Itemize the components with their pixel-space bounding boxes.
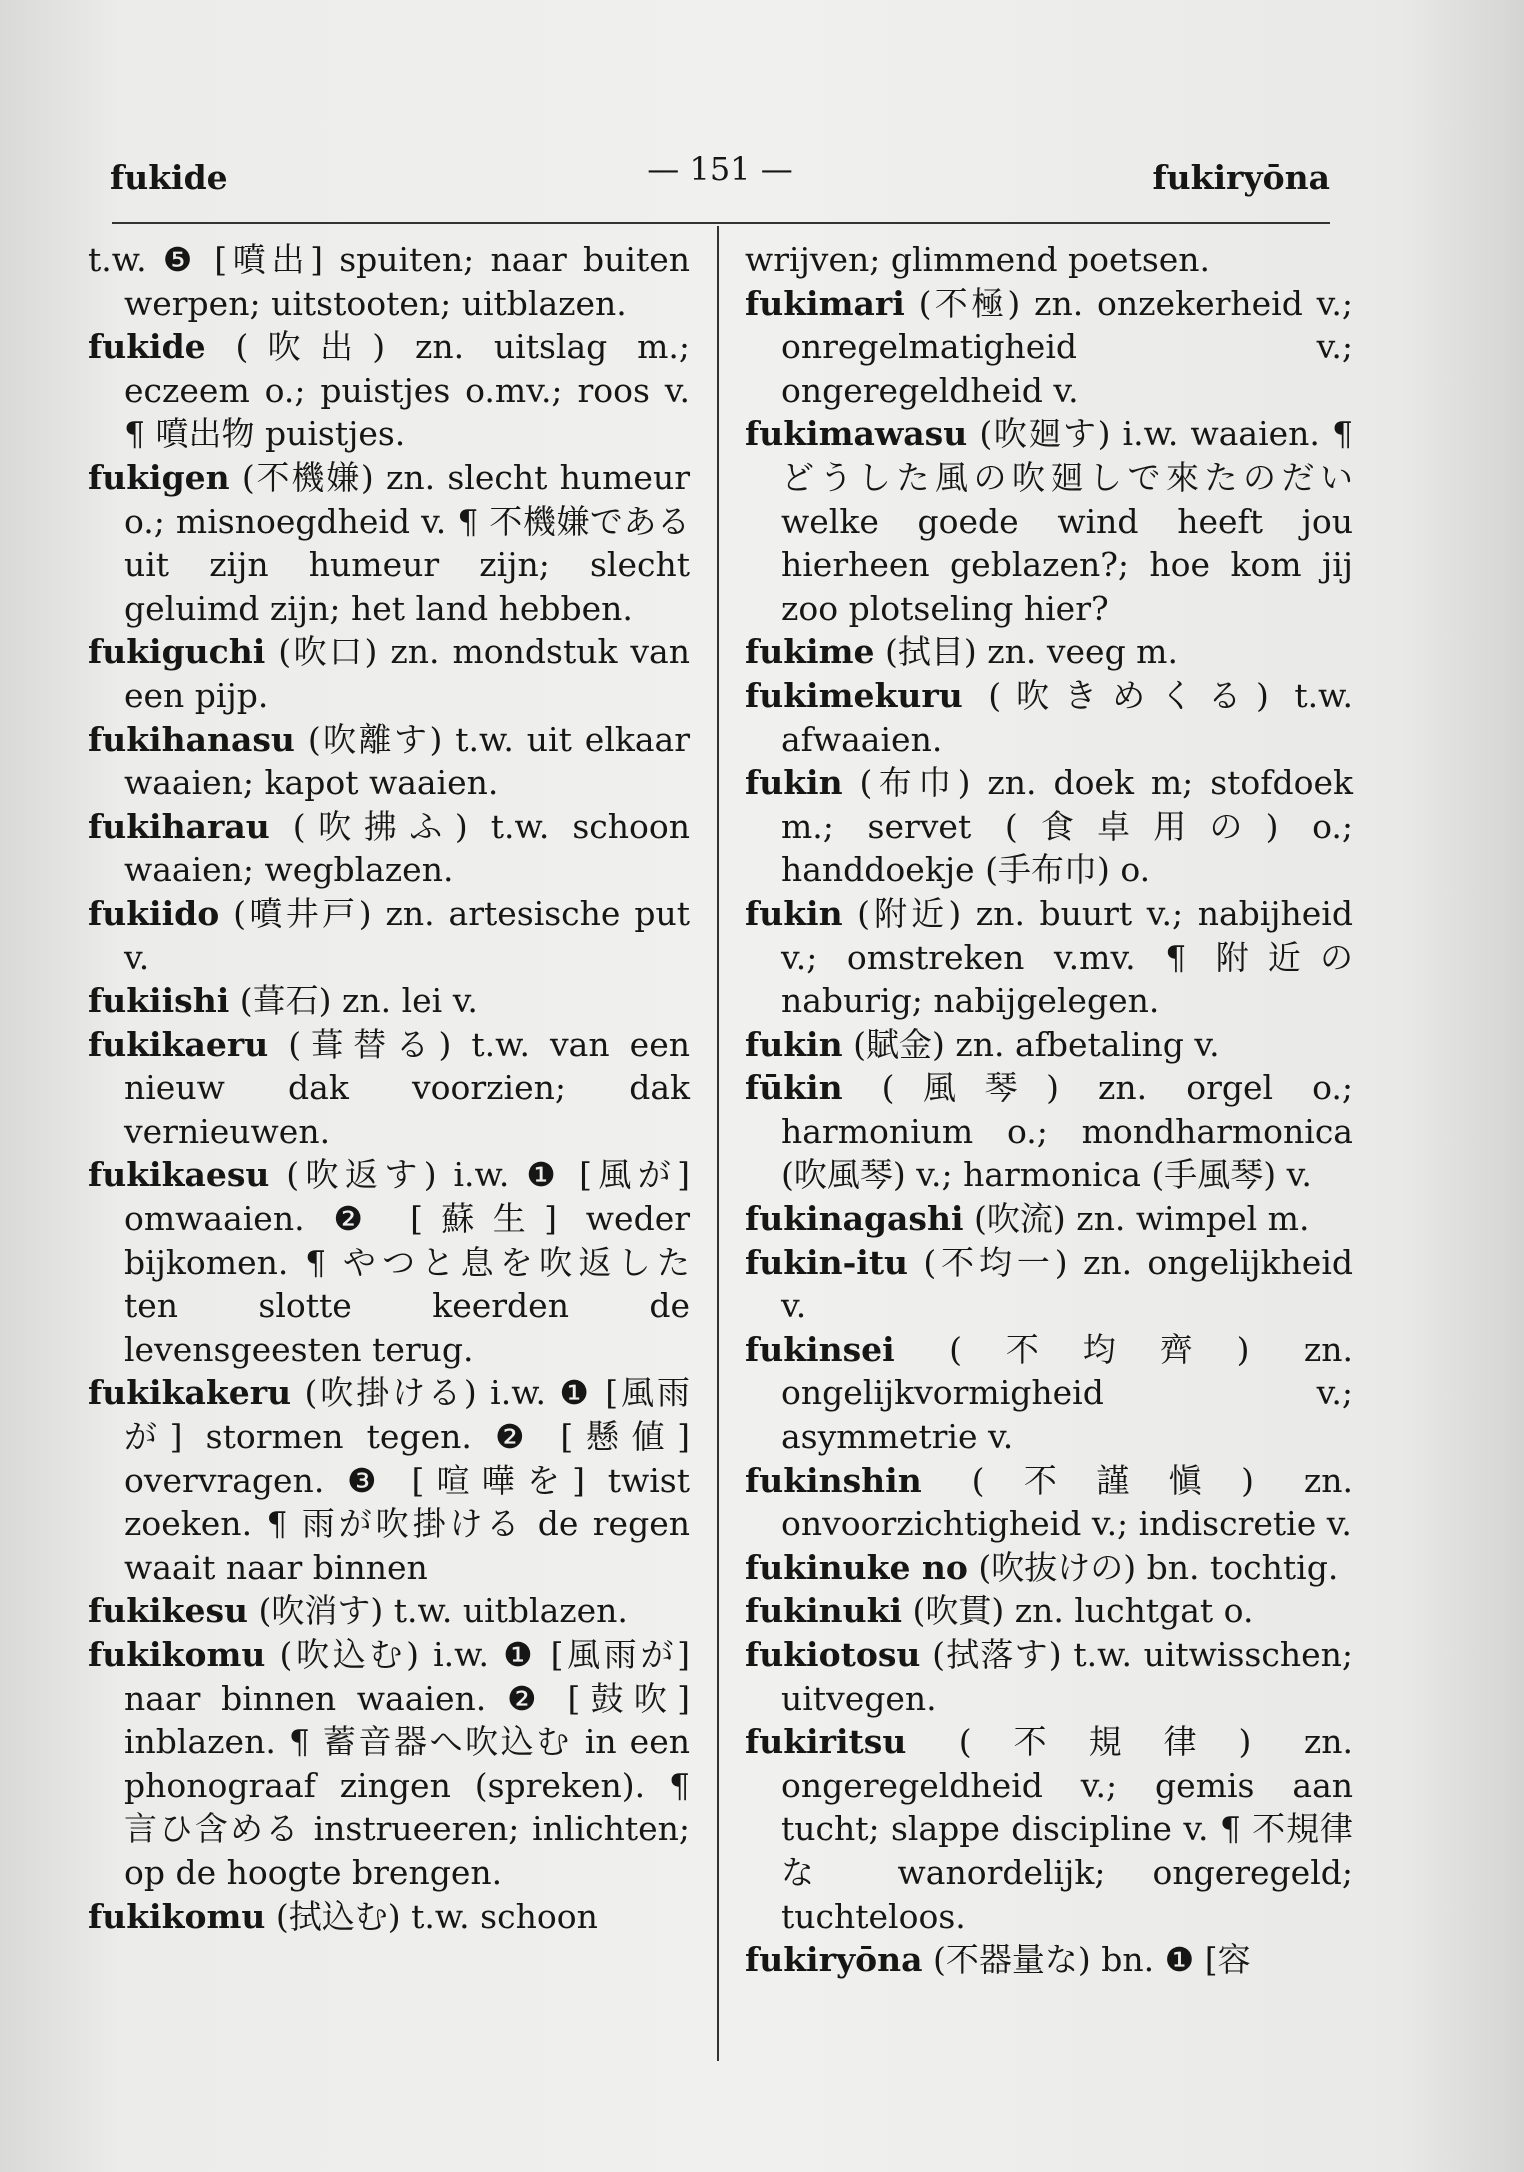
headword: fukinagashi — [745, 1199, 964, 1239]
dictionary-entry — [88, 805, 690, 892]
dictionary-entry — [745, 1066, 1353, 1197]
headword: fukiryōna — [745, 1940, 923, 1980]
left-column — [88, 238, 690, 1938]
headword: fukin-itu — [745, 1242, 909, 1282]
headword: fukinuki — [745, 1591, 902, 1631]
dictionary-entry — [745, 1938, 1353, 1982]
entry-definition: (吹廻す) i.w. waaien. ¶ どうした風の吹廻しで來たのだい welke goede wind heeft jou hierheen geblazen?; hoe kom jij zoo plotseling hier? — [781, 414, 1353, 628]
headword: fukikesu — [88, 1591, 249, 1631]
entry-definition: (吹掛ける) i.w. ❶ [風雨が] stormen tegen. ❷ [懸値] overvragen. ❸ [喧嘩を] twist zoeken. ¶ 雨が吹掛ける de regen waait naar binnen — [124, 1373, 690, 1587]
headword: fukikomu — [88, 1635, 266, 1674]
entry-definition: (吹消す) t.w. uitblazen. — [248, 1591, 628, 1631]
dictionary-entry — [745, 630, 1353, 674]
entry-definition: (不規律) zn. ongeregeldheid v.; gemis aan tucht; slappe discipline v. ¶ 不規律な wanordelijk; ongeregeld; tuchteloos. — [781, 1722, 1353, 1936]
dictionary-entry — [88, 456, 690, 630]
entry-definition: (不器量な) bn. ❶ [容 — [922, 1940, 1251, 1980]
entry-definition: (吹流) zn. wimpel m. — [963, 1199, 1310, 1239]
entry-definition: (不謹愼) zn. onvoorzichtigheid v.; indiscretie v. — [781, 1460, 1353, 1544]
dictionary-entry — [745, 674, 1353, 761]
dictionary-entry — [745, 1197, 1353, 1241]
dictionary-entry — [88, 1589, 690, 1633]
dictionary-entry — [745, 1459, 1353, 1546]
dictionary-entry — [88, 1895, 690, 1939]
column-divider — [717, 226, 719, 2061]
dictionary-entry — [745, 282, 1353, 413]
headword: fukimekuru — [745, 675, 963, 715]
entry-definition: (葺石) zn. lei v. — [229, 981, 478, 1021]
entry-definition: (不均一) zn. ongelijkheid v. — [781, 1242, 1353, 1326]
headword: fukiguchi — [88, 632, 266, 672]
headword: fūkin — [745, 1068, 843, 1108]
headword: fukimawasu — [745, 414, 968, 454]
entry-definition: (吹出) zn. uitslag m.; eczeem o.; puistjes o.mv.; roos v. ¶ 噴出物 puistjes. — [124, 327, 690, 454]
entry-definition: (附近) zn. buurt v.; nabijheid v.; omstreken v.mv. ¶ 附近の naburig; nabijgelegen. — [781, 893, 1353, 1021]
dictionary-entry — [745, 238, 1353, 282]
entry-definition: (拭目) zn. veeg m. — [874, 632, 1178, 672]
entry-definition: wrijven; glimmend poetsen. — [745, 240, 1211, 279]
headword: fukiritsu — [745, 1722, 907, 1762]
headword: fukin — [745, 893, 843, 933]
entry-definition: (賦金) zn. afbetaling v. — [842, 1024, 1220, 1064]
headword: fukin — [745, 763, 843, 803]
dictionary-entry — [745, 1328, 1353, 1459]
dictionary-entry — [745, 1720, 1353, 1938]
dictionary-entry — [745, 1633, 1353, 1720]
dictionary-entry — [745, 412, 1353, 630]
entry-definition: (葺替る) t.w. van een nieuw dak voorzien; dak vernieuwen. — [124, 1024, 690, 1151]
entry-definition: (吹口) zn. mondstuk van een pijp. — [124, 632, 690, 715]
headword: fukigen — [88, 457, 230, 497]
dictionary-entry — [745, 892, 1353, 1023]
headword: fukikomu — [88, 1896, 266, 1936]
entry-definition: t.w. ❺ [噴出] spuiten; naar buiten werpen; uitstooten; uitblazen. — [88, 240, 690, 323]
dictionary-entry — [745, 1241, 1353, 1328]
headword: fukikaeru — [88, 1024, 269, 1064]
dictionary-entry — [745, 1589, 1353, 1633]
dictionary-entry — [88, 630, 690, 717]
dictionary-entry — [88, 1023, 690, 1154]
dictionary-entry — [88, 238, 690, 325]
entry-definition: (風琴) zn. orgel o.; harmonium o.; mondharmonica (吹風琴) v.; harmonica (手風琴) v. — [781, 1068, 1353, 1195]
entry-definition: (不均齊) zn. ongelijkvormigheid v.; asymmetrie v. — [781, 1329, 1353, 1457]
headword: fukikaesu — [88, 1155, 270, 1195]
dictionary-entry — [88, 1633, 690, 1895]
entry-definition: (不極) zn. onzekerheid v.; onregelmatigheid v.; ongeregeldheid v. — [781, 283, 1353, 410]
headword: fukiishi — [88, 981, 230, 1021]
entry-definition: (吹抜けの) bn. tochtig. — [967, 1547, 1339, 1587]
headword: fukimari — [745, 283, 905, 323]
entry-definition: (不機嫌) zn. slecht humeur o.; misnoegdheid v. ¶ 不機嫌である uit zijn humeur zijn; slecht geluimd zijn; het land hebben. — [124, 457, 690, 628]
headword: fukin — [745, 1024, 843, 1064]
entry-definition: (吹込む) i.w. ❶ [風雨が] naar binnen waaien. ❷ [鼓吹] inblazen. ¶ 蓄音器へ吹込む in een phonograaf zingen (spreken). ¶ 言ひ含める instrueeren; inlichten; op de hoogte brengen. — [124, 1635, 690, 1892]
headword: fukikakeru — [88, 1373, 292, 1413]
headword: fukihanasu — [88, 719, 295, 759]
headword: fukinshin — [745, 1460, 922, 1500]
dictionary-entry — [88, 325, 690, 456]
entry-definition: (吹貫) zn. luchtgat o. — [901, 1591, 1254, 1631]
header-rule — [112, 222, 1330, 224]
entry-definition: (拭落す) t.w. uitwisschen; uitvegen. — [781, 1635, 1353, 1718]
headword: fukiharau — [88, 806, 270, 846]
headword: fukime — [745, 632, 875, 672]
headword: fukinuke no — [745, 1547, 968, 1587]
entry-definition: (布巾) zn. doek m; stofdoek m.; servet (食卓用の) o.; handdoekje (手布巾) o. — [781, 763, 1353, 890]
dictionary-entry — [745, 761, 1353, 892]
entry-definition: (噴井戸) zn. artesische put v. — [124, 893, 690, 977]
dictionary-entry — [88, 718, 690, 805]
dictionary-entry — [88, 892, 690, 979]
right-running-headword: fukiryōna — [1152, 158, 1330, 197]
dictionary-entry — [745, 1023, 1353, 1067]
page-header — [110, 150, 1330, 200]
headword: fukiido — [88, 893, 220, 933]
dictionary-entry — [745, 1546, 1353, 1590]
entry-definition: (吹きめくる) t.w. afwaaien. — [781, 675, 1353, 759]
headword: fukide — [88, 327, 206, 367]
dictionary-entry — [88, 1153, 690, 1371]
dictionary-entry — [88, 979, 690, 1023]
headword: fukiotosu — [745, 1635, 921, 1674]
dictionary-entry — [88, 1371, 690, 1589]
headword: fukinsei — [745, 1329, 895, 1369]
entry-definition: (吹拂ふ) t.w. schoon waaien; wegblazen. — [124, 806, 690, 890]
page-number: — 151 — — [647, 150, 793, 188]
left-running-headword: fukide — [110, 158, 228, 197]
entry-definition: (吹離す) t.w. uit elkaar waaien; kapot waaien. — [124, 719, 690, 803]
entry-definition: (拭込む) t.w. schoon — [265, 1896, 598, 1936]
right-column — [745, 238, 1353, 1982]
entry-definition: (吹返す) i.w. ❶ [風が] omwaaien. ❷ [蘇生] weder bijkomen. ¶ やつと息を吹返した ten slotte keerden de levensgeesten terug. — [124, 1155, 690, 1369]
